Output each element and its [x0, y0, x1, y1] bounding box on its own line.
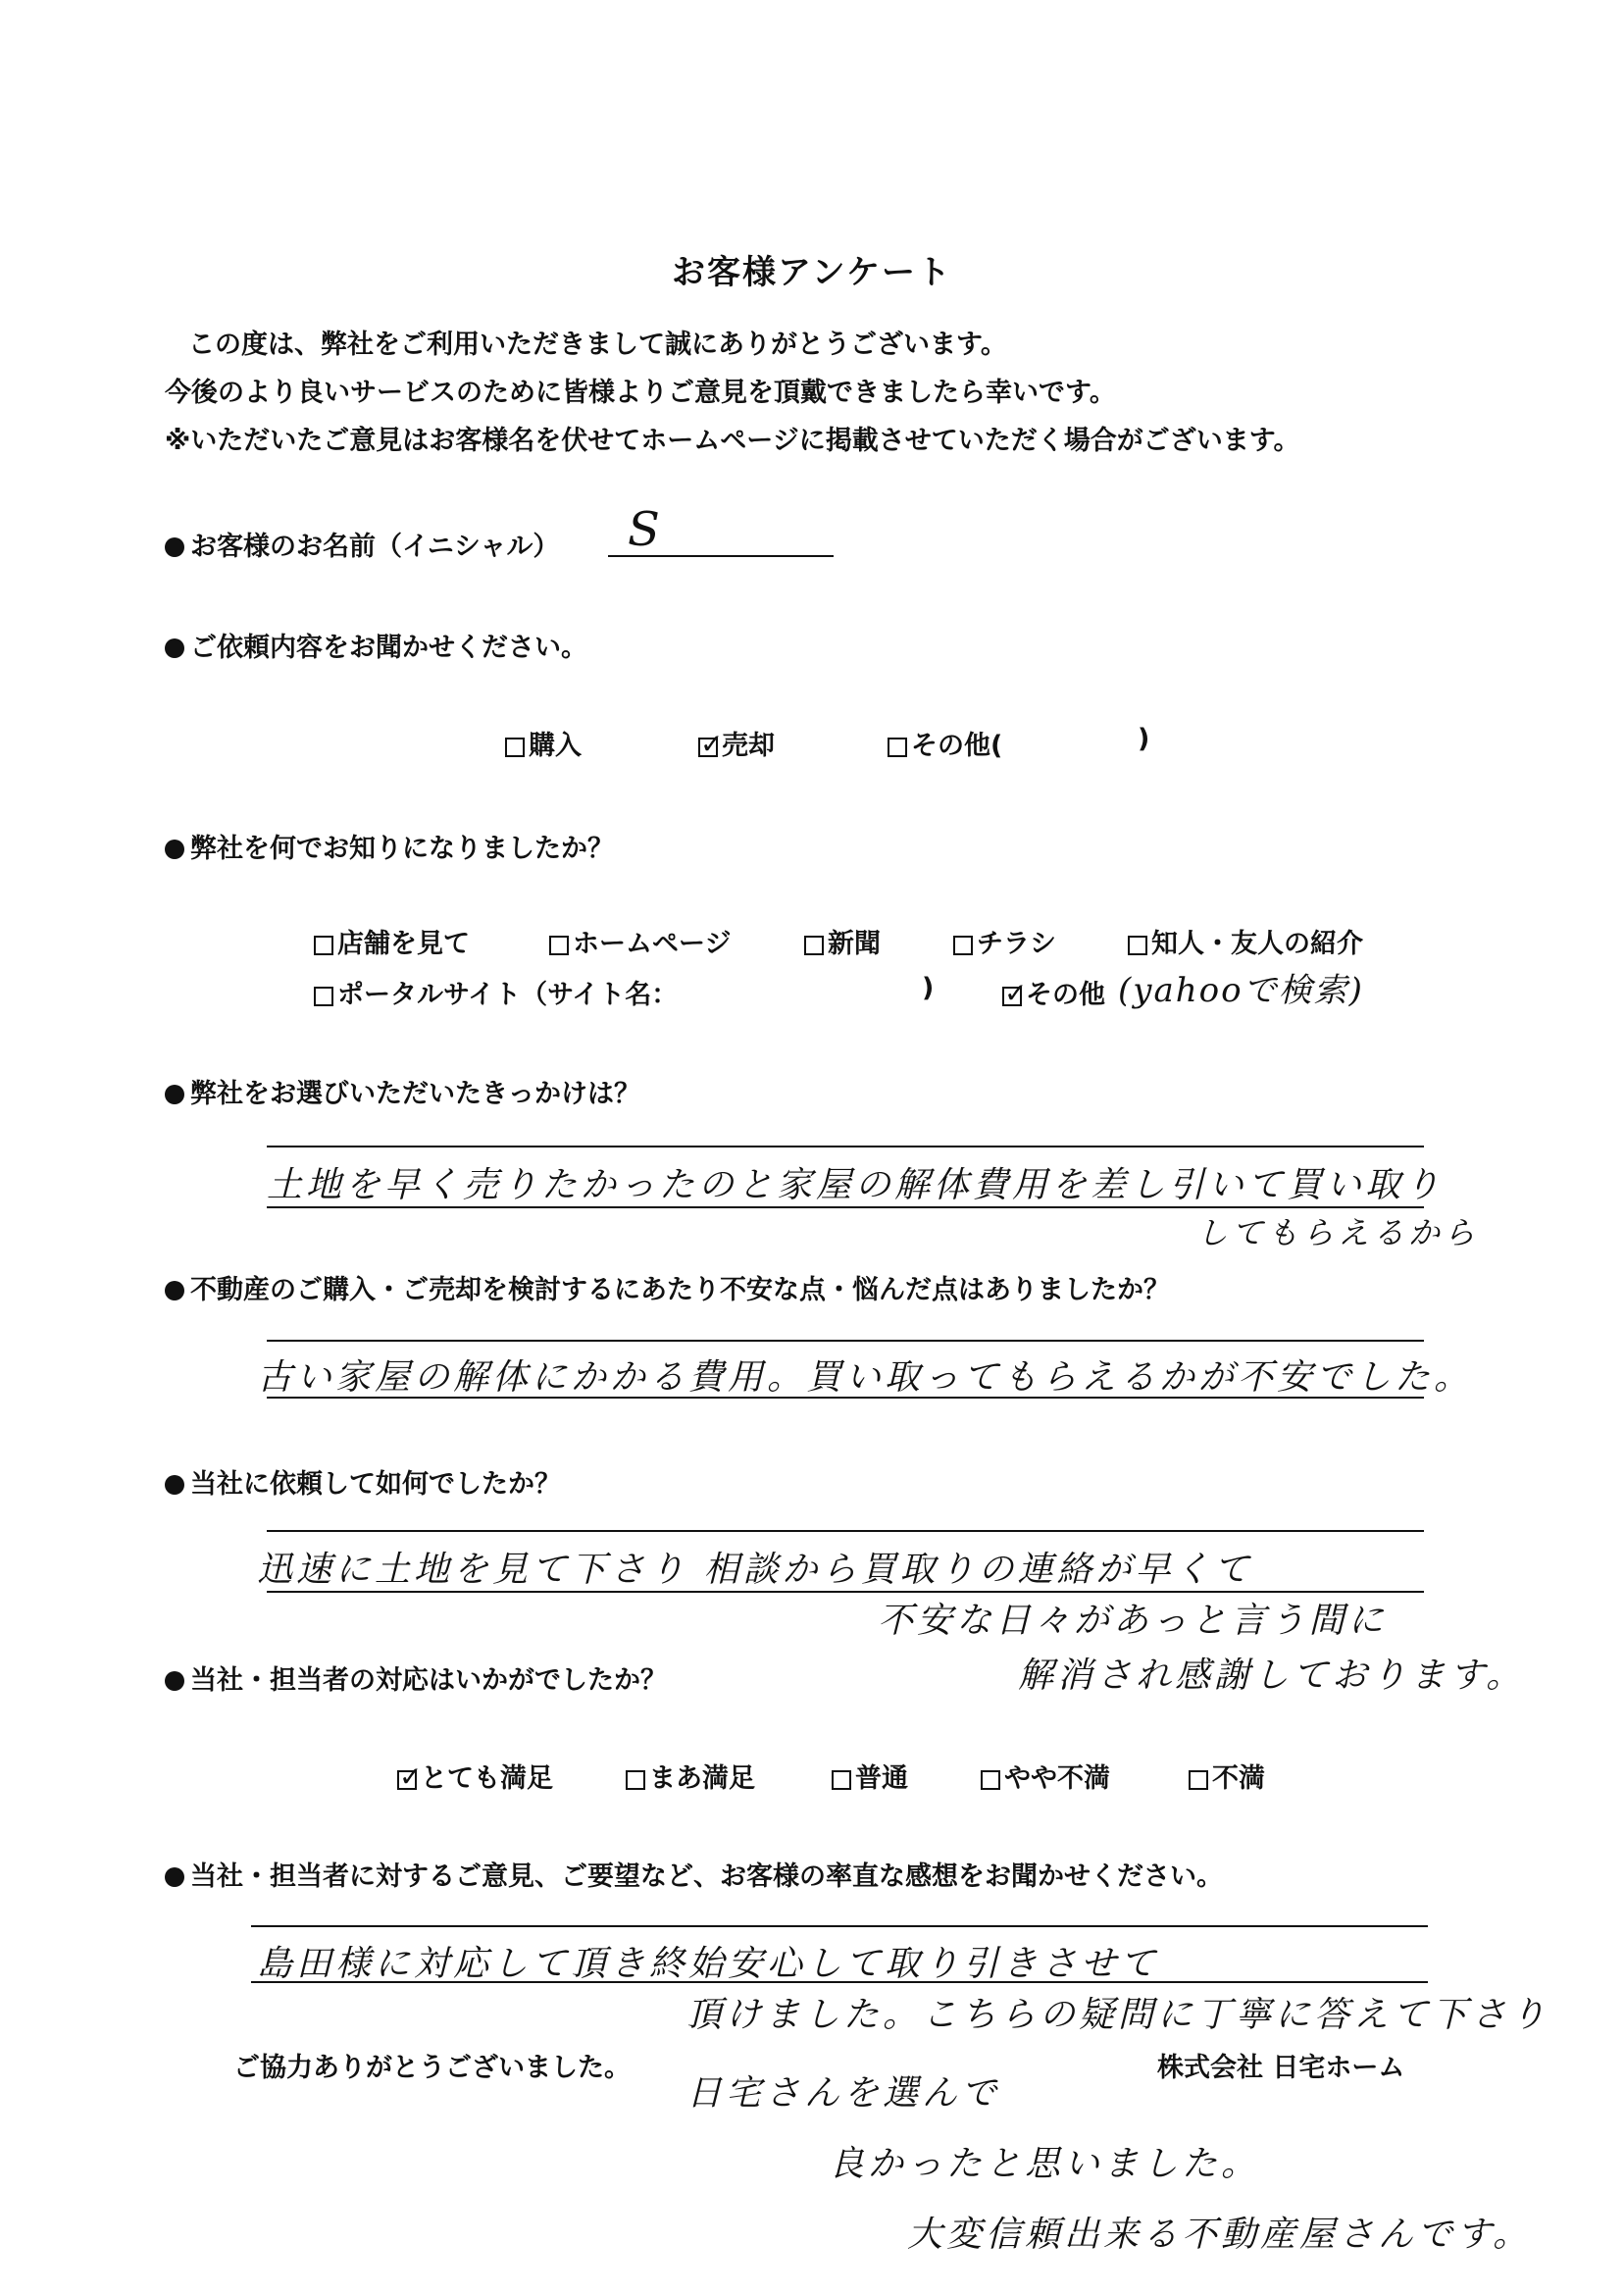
- checkbox-icon: [314, 936, 333, 955]
- option-label: まあ満足: [649, 1763, 755, 1794]
- checkbox-checked-icon: [397, 1770, 417, 1790]
- intro-line-1: この度は、弊社をご利用いただきまして誠にありがとうございます。: [188, 330, 1007, 360]
- option-somewhat-satisfied[interactable]: [626, 1757, 755, 1795]
- option-dissatisfied[interactable]: [1189, 1757, 1265, 1795]
- checkbox-icon: [804, 936, 824, 955]
- option-neutral[interactable]: [832, 1757, 908, 1795]
- answer-experience-line-1: 迅速に土地を見て下さり 相談から買取りの連絡が早くて: [257, 1550, 1253, 1590]
- question-label: 弊社をお選びいただいたきっかけは？: [190, 1079, 640, 1109]
- question-comments: [165, 1855, 1223, 1893]
- option-label: 知人・友人の紹介: [1151, 929, 1363, 959]
- bullet-icon: [165, 1085, 184, 1104]
- bullet-icon: [165, 638, 184, 658]
- option-very-satisfied[interactable]: [397, 1757, 553, 1795]
- answer-reason-line-1: 土地を早く売りたかったのと家屋の解体費用を差し引いて買い取り: [267, 1165, 1445, 1205]
- option-label: ポータルサイト（サイト名：: [337, 980, 679, 1010]
- footer-company: 株式会社 日宅ホーム: [1157, 2053, 1405, 2083]
- bullet-icon: [165, 537, 184, 557]
- option-label: 新聞: [828, 929, 881, 959]
- checkbox-icon: [626, 1770, 645, 1790]
- checkbox-checked-icon: [1002, 987, 1022, 1006]
- answer-line: [267, 1530, 1424, 1532]
- answer-experience-line-2: 不安な日々があっと言う間に: [878, 1601, 1388, 1641]
- question-label: 当社・担当者の対応はいかがでしたか？: [190, 1665, 667, 1696]
- option-portal-close: ): [922, 973, 935, 1003]
- checkbox-icon: [1189, 1770, 1208, 1790]
- answer-comments-line-5: 大変信頼出来る不動産屋さんです。: [907, 2215, 1533, 2255]
- question-label: お客様のお名前（イニシャル）: [190, 532, 560, 562]
- answer-underline: [608, 555, 834, 557]
- option-referral[interactable]: [1128, 922, 1363, 960]
- answer-comments-line-2: 頂けました。こちらの疑問に丁寧に答えて下さり: [686, 1995, 1550, 2035]
- option-request-other-close: ): [1138, 724, 1150, 754]
- option-label: 不満: [1212, 1763, 1265, 1794]
- option-label: 売却: [722, 731, 775, 761]
- option-label: ホームページ: [573, 929, 732, 959]
- option-store[interactable]: [314, 922, 470, 960]
- bullet-icon: [165, 1281, 184, 1300]
- option-label: その他: [1026, 980, 1105, 1010]
- checkbox-icon: [888, 738, 907, 757]
- footer-thanks: ご協力ありがとうございました。: [233, 2053, 631, 2083]
- answer-concern-line-1: 古い家屋の解体にかかる費用。買い取ってもらえるかが不安でした。: [257, 1357, 1474, 1398]
- checkbox-icon: [953, 936, 973, 955]
- intro-line-3: ※いただいたご意見はお客様名を伏せてホームページに掲載させていただく場合がございます。: [165, 426, 1300, 456]
- question-reason: [165, 1072, 640, 1110]
- checkbox-icon: [832, 1770, 851, 1790]
- checkbox-icon: [505, 738, 525, 757]
- question-name: [165, 525, 559, 563]
- option-label: 購入: [529, 731, 582, 761]
- option-portal[interactable]: [314, 973, 678, 1011]
- option-label: とても満足: [421, 1763, 553, 1794]
- option-newspaper[interactable]: [804, 922, 881, 960]
- option-flyer[interactable]: [953, 922, 1056, 960]
- question-label: 当社・担当者に対するご意見、ご要望など、お客様の率直な感想をお聞かせください。: [190, 1861, 1223, 1892]
- option-somewhat-dissatisfied[interactable]: [981, 1757, 1110, 1795]
- question-source: [165, 827, 614, 865]
- question-staff: [165, 1658, 667, 1697]
- question-label: 当社に依頼して如何でしたか？: [190, 1469, 561, 1500]
- option-sale[interactable]: [698, 724, 775, 762]
- bullet-icon: [165, 840, 184, 859]
- option-label: チラシ: [977, 929, 1056, 959]
- checkbox-icon: [549, 936, 569, 955]
- answer-comments-line-4: 良かったと思いました。: [829, 2144, 1261, 2184]
- answer-comments-line-1: 島田様に対応して頂き終始安心して取り引きさせて: [257, 1944, 1160, 1984]
- page-title: お客様アンケート: [672, 253, 952, 292]
- option-purchase[interactable]: [505, 724, 582, 762]
- option-homepage[interactable]: [549, 922, 731, 960]
- answer-line: [267, 1397, 1424, 1399]
- answer-line: [251, 1981, 1428, 1983]
- answer-name: S: [628, 502, 664, 557]
- option-label: やや不満: [1004, 1763, 1110, 1794]
- answer-experience-line-3: 解消され感謝しております。: [1018, 1656, 1526, 1696]
- bullet-icon: [165, 1671, 184, 1691]
- bullet-icon: [165, 1475, 184, 1495]
- answer-line: [267, 1340, 1424, 1342]
- option-request-other[interactable]: [888, 724, 1002, 762]
- option-source-other[interactable]: [1002, 973, 1105, 1011]
- checkbox-icon: [1128, 936, 1147, 955]
- checkbox-checked-icon: [698, 738, 718, 757]
- option-label: 店舗を見て: [337, 929, 470, 959]
- option-label: 普通: [855, 1763, 908, 1794]
- checkbox-icon: [981, 1770, 1000, 1790]
- question-request: [165, 626, 587, 664]
- answer-comments-line-3: 日宅さんを選んで: [686, 2073, 1001, 2114]
- option-label: その他(: [911, 731, 1003, 761]
- answer-source-other: (yahooで検索): [1118, 971, 1364, 1010]
- intro-line-2: 今後のより良いサービスのために皆様よりご意見を頂戴できましたら幸いです。: [165, 378, 1116, 408]
- question-label: 弊社を何でお知りになりましたか？: [190, 834, 614, 864]
- bullet-icon: [165, 1867, 184, 1887]
- answer-reason-line-2: してもらえるから: [1196, 1214, 1480, 1251]
- checkbox-icon: [314, 987, 333, 1006]
- question-label: 不動産のご購入・ご売却を検討するにあたり不安な点・悩んだ点はありましたか？: [190, 1275, 1170, 1305]
- answer-line: [251, 1925, 1428, 1927]
- answer-line: [267, 1146, 1424, 1147]
- question-concern: [165, 1268, 1170, 1306]
- question-label: ご依頼内容をお聞かせください。: [190, 633, 587, 663]
- question-experience: [165, 1462, 561, 1501]
